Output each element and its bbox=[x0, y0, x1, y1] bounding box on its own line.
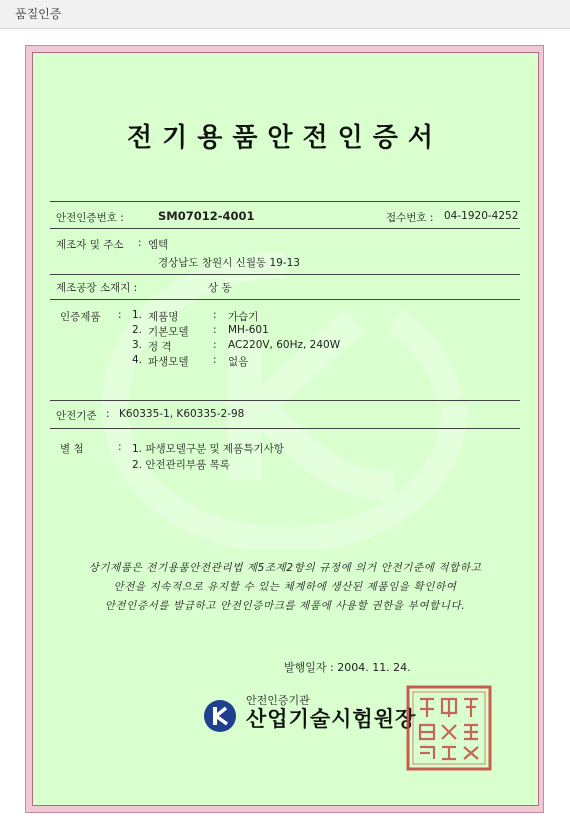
standard-colon: : bbox=[106, 408, 110, 420]
maker-address: 경상남도 창원시 신월동 19-13 bbox=[158, 257, 300, 269]
standard-label: 안전기준 bbox=[56, 410, 97, 422]
product-label: 파생모델 bbox=[148, 356, 189, 368]
divider bbox=[50, 400, 520, 401]
statement-line: 상기제품은 전기용품안전관리법 제5조제2항의 규정에 의거 안전기준에 적합하고 bbox=[88, 562, 482, 574]
product-num: 2. bbox=[132, 324, 143, 336]
products-label: 인증제품 bbox=[60, 311, 101, 323]
product-num: 1. bbox=[132, 309, 143, 321]
product-num: 3. bbox=[132, 339, 143, 351]
factory-label: 제조공장 소재지 : bbox=[56, 282, 138, 294]
product-label: 정 격 bbox=[148, 341, 172, 353]
product-label: 기본모델 bbox=[148, 326, 189, 338]
official-seal bbox=[404, 683, 494, 773]
attach-label: 별 첨 bbox=[60, 443, 84, 455]
product-num: 4. bbox=[132, 354, 143, 366]
standard-value: K60335-1, K60335-2-98 bbox=[119, 408, 245, 420]
statement-line: 안전을 지속적으로 유지할 수 있는 체계하에 생산된 제품임을 확인하여 bbox=[113, 581, 457, 593]
product-value: 가습기 bbox=[228, 311, 259, 323]
product-colon: : bbox=[213, 309, 217, 321]
products-colon: : bbox=[118, 309, 122, 321]
product-colon: : bbox=[213, 354, 217, 366]
issuer-name: 산업기술시험원장 bbox=[246, 707, 417, 731]
statement-line: 안전인증서를 발급하고 안전인증마크를 제품에 사용할 권한을 부여합니다. bbox=[104, 600, 466, 612]
maker-colon: : bbox=[138, 237, 142, 249]
tab-bar bbox=[0, 0, 570, 29]
product-value: 없음 bbox=[228, 356, 249, 368]
factory-value: 상 동 bbox=[208, 282, 232, 294]
divider-top bbox=[50, 201, 520, 202]
product-value: MH-601 bbox=[228, 324, 269, 336]
divider bbox=[50, 274, 520, 275]
attach-colon: : bbox=[118, 441, 122, 453]
cert-no-value: SM07012-4001 bbox=[158, 209, 255, 223]
attachment-item: 2. 안전관리부품 목록 bbox=[132, 459, 230, 471]
certificate-title: 전기용품안전인증서 bbox=[126, 123, 444, 153]
product-colon: : bbox=[213, 324, 217, 336]
divider bbox=[50, 428, 520, 429]
receipt-no-value: 04-1920-4252 bbox=[444, 210, 519, 222]
product-label: 제품명 bbox=[148, 311, 179, 323]
issue-date: 발행일자 : 2004. 11. 24. bbox=[284, 661, 411, 674]
maker-label: 제조자 및 주소 bbox=[56, 239, 124, 251]
ktl-logo-icon bbox=[203, 699, 237, 733]
attachment-item: 1. 파생모델구분 및 제품특기사항 bbox=[132, 443, 284, 455]
cert-no-label: 안전인증번호 : bbox=[56, 212, 124, 224]
divider bbox=[50, 299, 520, 300]
tab-quality-certification[interactable]: 품질인증 bbox=[15, 7, 62, 21]
receipt-no-label: 접수번호 : bbox=[386, 212, 434, 224]
product-colon: : bbox=[213, 339, 217, 351]
maker-name: 엠텍 bbox=[148, 239, 169, 251]
issuer-subtitle: 안전인증기관 bbox=[246, 694, 310, 707]
product-value: AC220V, 60Hz, 240W bbox=[228, 339, 341, 351]
divider bbox=[50, 228, 520, 229]
